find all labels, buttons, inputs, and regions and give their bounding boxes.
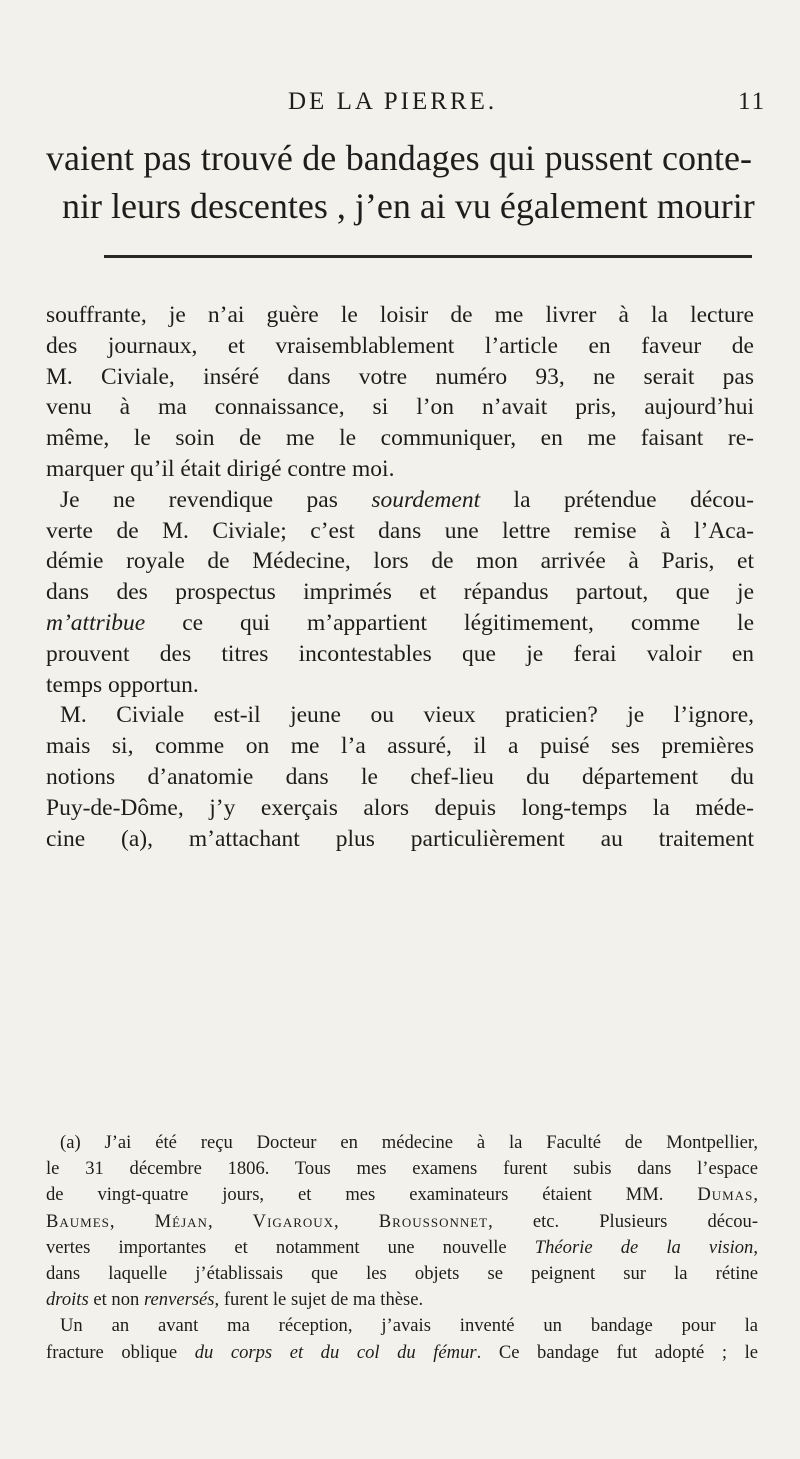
text-line: des journaux, et vraisemblablement l’article en faveur de	[46, 332, 754, 359]
fragment-line: vaient pas trouvé de bandages qui pussent conte-	[46, 138, 752, 178]
footnote-line	[46, 1235, 758, 1261]
footnote	[46, 1130, 758, 1366]
text-line: verte de M. Civiale; c’est dans une lettre remise à l’Aca-	[46, 517, 754, 544]
italic-run: renversés	[143, 1289, 215, 1311]
text-run: et non	[88, 1289, 144, 1311]
running-title: DE LA PIERRE.	[288, 88, 498, 115]
text-run: ,	[334, 1210, 379, 1232]
text-line: M. Civiale, inséré dans votre numéro 93, ne serait pas	[46, 363, 754, 390]
footnote-line: Un an avant ma réception, j’avais inventé un bandage pour la	[60, 1315, 758, 1337]
italic-run: droits	[46, 1289, 89, 1311]
text-line: notions d’anatomie dans le chef-lieu du département du	[46, 763, 754, 790]
text-line: marquer qu’il était dirigé contre moi.	[46, 455, 395, 482]
italic-run: sourdement	[371, 486, 481, 513]
page-number: 11	[738, 88, 767, 115]
text-line	[46, 485, 754, 516]
text-line: temps opportun.	[46, 671, 199, 698]
italic-run: Théorie de la vision	[534, 1236, 754, 1258]
italic-run: du corps et du col du fémur	[194, 1341, 477, 1363]
text-run: , furent le sujet de ma thèse.	[214, 1289, 424, 1311]
text-line: Puy-de-Dôme, j’y exerçais alors depuis long-temps la méde-	[46, 794, 754, 821]
text-run: ,	[207, 1210, 253, 1232]
text-run: de vingt-quatre jours, et mes examinateurs étaient MM.	[46, 1184, 698, 1206]
examiner-name: Broussonnet	[378, 1210, 489, 1232]
text-line: dans des prospectus imprimés et répandus partout, que je	[46, 579, 754, 606]
examiner-name: Méjan	[154, 1210, 208, 1232]
text-run: , etc. Plusieurs décou-	[488, 1210, 759, 1232]
footnote-line: le 31 décembre 1806. Tous mes examens furent subis dans l’espace	[46, 1158, 758, 1180]
pasted-fragment	[46, 134, 755, 230]
text-line	[46, 608, 754, 639]
text-line: venu à ma connaissance, si l’on n’avait pris, aujourd’hui	[46, 394, 754, 421]
cut-rule	[104, 255, 752, 258]
examiner-name: Baumes	[46, 1210, 110, 1232]
text-line: cine (a), m’attachant plus particulièrement au traitement	[46, 825, 754, 852]
text-line: prouvent des titres incontestables que je ferai valoir en	[46, 640, 754, 667]
examiner-name: Vigaroux	[252, 1210, 335, 1232]
footnote-line	[46, 1287, 758, 1313]
footnote-line: dans laquelle j’établissais que les objets se peignent sur la rétine	[46, 1263, 758, 1285]
text-line: M. Civiale est-il jeune ou vieux praticien? je l’ignore,	[60, 702, 754, 729]
text-line: souffrante, je n’ai guère le loisir de me livrer à la lecture	[46, 302, 754, 328]
text-line: démie royale de Médecine, lors de mon arrivée à Paris, et	[46, 548, 754, 575]
footnote-line	[46, 1340, 758, 1366]
text-run: ce qui m’appartient légitimement, comme le	[145, 609, 754, 636]
examiner-name: Dumas	[697, 1184, 754, 1206]
text-run: ,	[753, 1184, 758, 1206]
text-run: vertes importantes et notamment une nouvelle	[46, 1236, 535, 1258]
text-line: mais si, comme on me l’a assuré, il a puisé ses premières	[46, 733, 754, 760]
italic-run: m’attribue	[46, 609, 146, 636]
footnote-line	[46, 1209, 758, 1235]
text-run: . Ce bandage fut adopté ; le	[476, 1341, 758, 1363]
main-text	[46, 300, 754, 854]
text-line: même, le soin de me le communiquer, en me faisant re-	[46, 425, 754, 452]
footnote-line	[46, 1182, 758, 1208]
running-head	[0, 86, 800, 118]
text-run: ,	[753, 1236, 759, 1258]
text-run: la prétendue décou-	[480, 486, 755, 513]
fragment-line: nir leurs descentes , j’en ai vu également mourir	[62, 186, 755, 226]
text-run: Je ne revendique pas	[60, 486, 372, 513]
footnote-line: (a) J’ai été reçu Docteur en médecine à la Faculté de Montpellier,	[60, 1132, 758, 1153]
text-run: ,	[109, 1210, 155, 1232]
text-run: fracture oblique	[46, 1341, 195, 1363]
